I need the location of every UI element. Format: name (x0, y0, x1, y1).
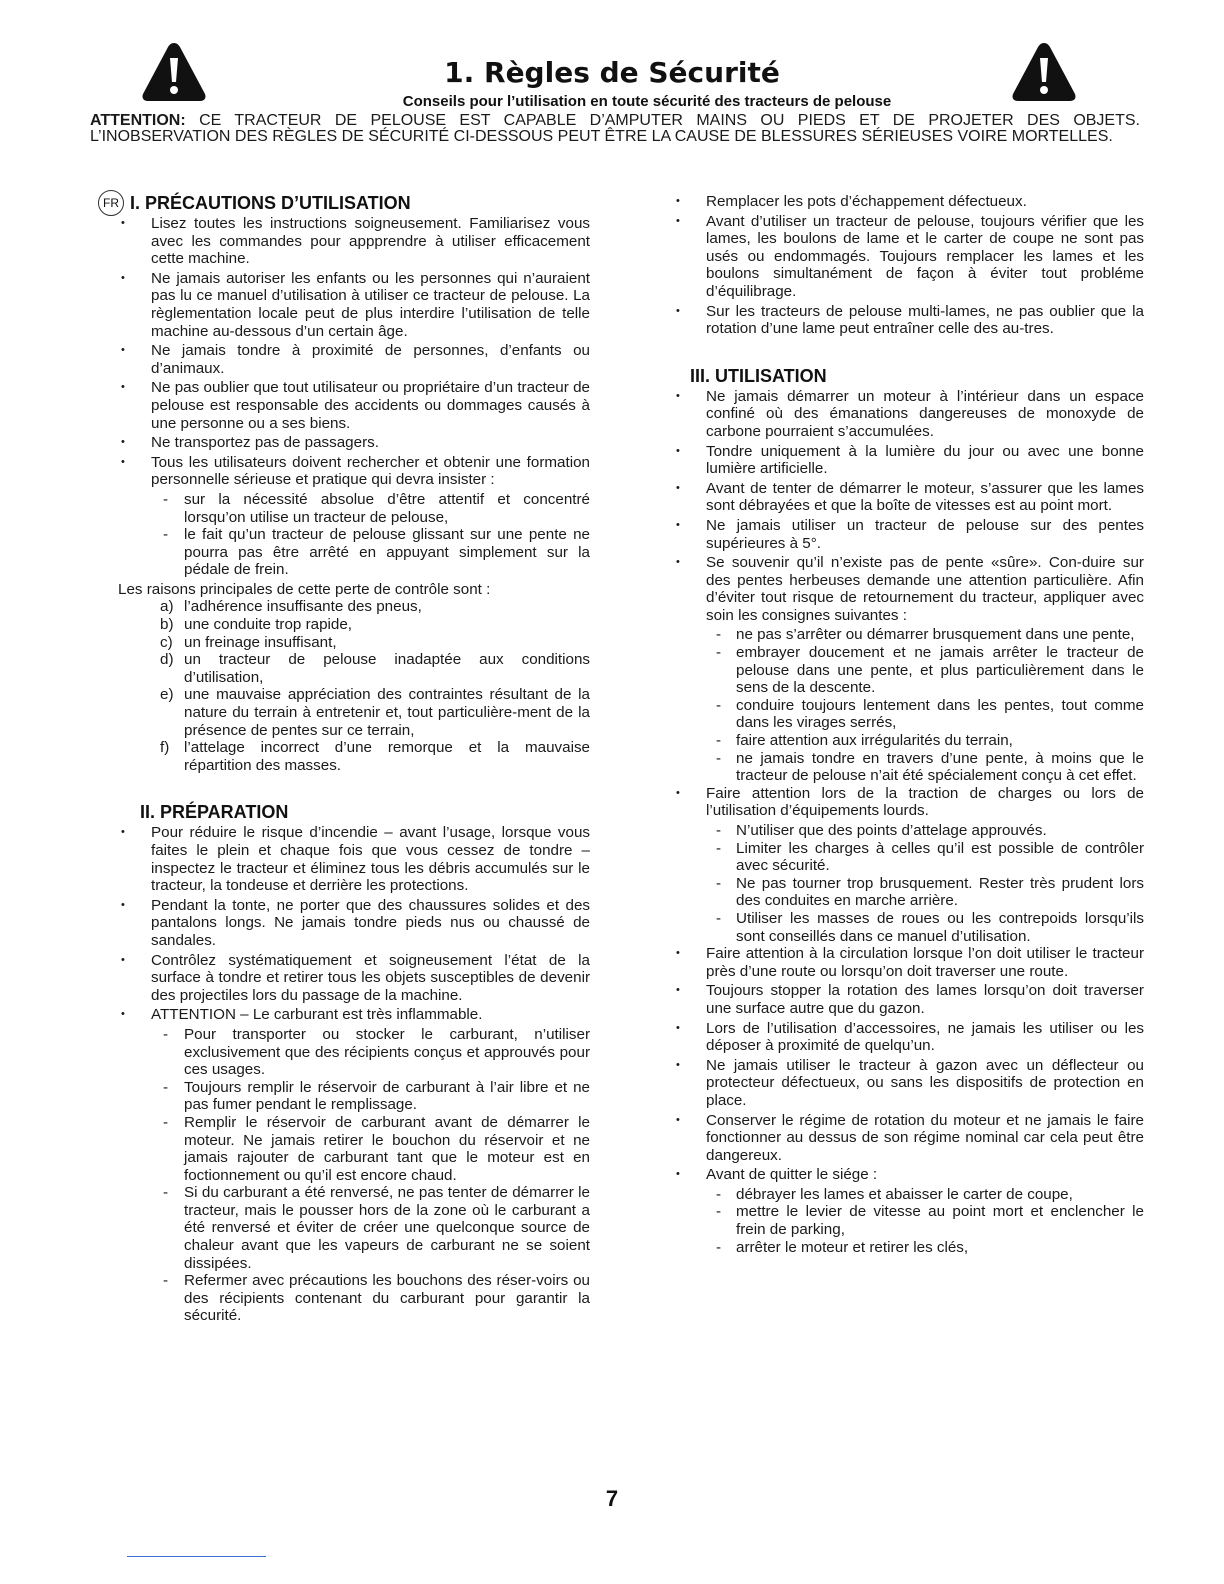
reason-item (118, 616, 590, 634)
dash-list (676, 626, 1144, 784)
reason-item (118, 739, 590, 774)
reasons-intro: Les raisons principales de cette perte de contrôle sont : (118, 580, 491, 598)
section-heading-text: I. PRÉCAUTIONS D’UTILISATION (130, 193, 411, 213)
language-badge: FR (98, 190, 124, 216)
reason-item (118, 686, 590, 739)
footer-rule (127, 1556, 266, 1557)
list-item: • Pour réduire le risque d’incendie – avant l’usage, lorsque vous faites le plein et chaque fois que vous cessez de tondre – inspectez le tracteur et éliminez tous les débris accumulés sur le tracteur, la tondeuse et derrière les protections. (118, 824, 590, 894)
attention-text: CE TRACTEUR DE PELOUSE EST CAPABLE D’AMPUTER MAINS OU PIEDS ET DE PROJETER DES OBJETS. L’INOBSERVATION DES RÈGLES DE SÉCURITÉ CI-DESSOUS PEUT ÊTRE LA CAUSE DE BLESSURES SÉRIEUSES VOIRE MORTELLES. (90, 112, 1140, 145)
list-item: • Faire attention à la circulation lorsque l’on doit utiliser le tracteur près d’une route ou lorsqu’on doit traverser une route. (676, 945, 1144, 980)
list-item: • Ne jamais utiliser le tracteur à gazon avec un déflecteur ou protecteur défectueux, ou sans les dispositifs de protection en place. (676, 1057, 1144, 1110)
attention-notice (90, 113, 1140, 145)
list-item: • Ne jamais démarrer un moteur à l’intérieur dans un espace confiné où des émanations dangereuses de monoxyde de carbone pourraient s’accumulées. (676, 388, 1144, 441)
reason-text: une mauvaise appréciation des contraintes résultant de la nature du terrain à entretenir et, tout particulière-ment de la présence de pentes sur ce terrain, (184, 686, 590, 739)
reason-letter: c) (160, 633, 173, 651)
sub-list-item: - faire attention aux irrégularités du terrain, (676, 732, 1144, 750)
reason-item (118, 634, 590, 652)
list-item: • Se souvenir qu’il n’existe pas de pente «sûre». Con-duire sur des pentes herbeuses demande une attention particulière. Afin d’éviter tout risque de retournement du tracteur, appliquer avec soin les consignes suivantes : (676, 554, 1144, 624)
list-item: • Sur les tracteurs de pelouse multi-lames, ne pas oublier que la rotation d’une lame peut entraîner celle des au-tres. (676, 303, 1144, 338)
bullet-list (676, 388, 1144, 625)
list-item: • Ne jamais autoriser les enfants ou les personnes qui n’auraient pas lu ce manuel d’utilisation à utiliser ce tracteur de pelouse. La règlementation locale peut de plus interdire l’utilisation de telle machine au-dessous d’un certain âge. (118, 270, 590, 340)
sub-list-item: - Refermer avec précautions les bouchons des réser-voirs ou des récipients contenant du carburant pour garantir la sécurité. (118, 1272, 590, 1325)
sub-list-item: - sur la nécessité absolue d’être attentif et concentré lorsqu’on utilise un tracteur de pelouse, (118, 491, 590, 526)
reason-text: l’attelage incorrect d’une remorque et la mauvaise répartition des masses. (184, 739, 590, 774)
section-heading (103, 193, 590, 213)
sub-list-item: - ne pas s’arrêter ou démarrer brusquement dans une pente, (676, 626, 1144, 644)
reason-letter: b) (160, 616, 174, 634)
sub-list-item: - le fait qu’un tracteur de pelouse glissant sur une pente ne pourra pas être arrêté en appuyant simplement sur la pédale de frein. (118, 526, 590, 579)
list-item: • Toujours stopper la rotation des lames lorsqu’on doit traverser une surface autre que du gazon. (676, 982, 1144, 1017)
sub-list-item: - débrayer les lames et abaisser le carter de coupe, (676, 1186, 1144, 1204)
bullet-list (676, 193, 1144, 338)
list-item: • Avant de tenter de démarrer le moteur, s’assurer que les lames sont débrayées et que la boîte de vitesses est au point mort. (676, 480, 1144, 515)
list-item: • Faire attention lors de la traction de charges ou lors de l’utilisation d’équipements lourds. (676, 785, 1144, 820)
reason-text: une conduite trop rapide, (184, 616, 353, 634)
sub-list-item: - Toujours remplir le réservoir de carburant à l’air libre et ne pas fumer pendant le remplissage. (118, 1079, 590, 1114)
attention-label: ATTENTION: (90, 112, 186, 129)
list-item: • Ne jamais utiliser un tracteur de pelouse sur des pentes supérieures à 5°. (676, 517, 1144, 552)
list-item: • Pendant la tonte, ne porter que des chaussures solides et des pantalons longs. Ne jamais tondre pieds nus ou chaussé de sandales. (118, 897, 590, 950)
reason-item (118, 598, 590, 616)
sub-list-item: - Pour transporter ou stocker le carburant, n’utiliser exclusivement que des récipients conçus et approuvés pour ces usages. (118, 1026, 590, 1079)
sub-list-item: - Ne pas tourner trop brusquement. Rester très prudent lors des conduites en marche arrière. (676, 875, 1144, 910)
list-item: • Avant de quitter le siége : (676, 1166, 1144, 1184)
reason-item (118, 651, 590, 686)
reason-letter: e) (160, 686, 174, 704)
page-number: 7 (605, 1486, 619, 1511)
reason-text: un freinage insuffisant, (184, 633, 337, 651)
list-item: • ATTENTION – Le carburant est très inflammable. (118, 1006, 590, 1024)
bullet-list (118, 824, 590, 1024)
sub-list-item: - Remplir le réservoir de carburant avant de démarrer le moteur. Ne jamais retirer le bouchon du réservoir et ne jamais rajouter de carburant tant que le moteur est en foctionnement ou qu’il est encore chaud. (118, 1114, 590, 1184)
dash-list (118, 491, 590, 579)
list-item: • Avant d’utiliser un tracteur de pelouse, toujours vérifier que les lames, les boulons de lame et le carter de coupe ne sont pas usés ou endommagés. Toujours remplacer les lames et les boulons simultanément de façon à éviter tout probléme d’équilibrage. (676, 213, 1144, 301)
list-item: • Tous les utilisateurs doivent rechercher et obtenir une formation personnelle sérieuse et pratique qui devra insister : (118, 454, 590, 489)
sub-list-item: - Limiter les charges à celles qu’il est possible de contrôler avec sécurité. (676, 840, 1144, 875)
dash-list (118, 1026, 590, 1325)
reason-letter: a) (160, 598, 174, 616)
dash-list (676, 822, 1144, 945)
reason-letter: d) (160, 651, 174, 669)
list-item: • Lors de l’utilisation d’accessoires, ne jamais les utiliser ou les déposer à proximité de quelqu’un. (676, 1020, 1144, 1055)
bullet-list (676, 945, 1144, 1184)
reason-letter: f) (160, 739, 170, 757)
sub-list-item: - conduire toujours lentement dans les pentes, tout comme dans les virages serrés, (676, 697, 1144, 732)
list-item: • Ne pas oublier que tout utilisateur ou propriétaire d’un tracteur de pelouse est responsable des accidents ou dommages causés à une personne ou a ses biens. (118, 379, 590, 432)
reason-text: un tracteur de pelouse inadaptée aux conditions d’utilisation, (184, 651, 590, 686)
sub-list-item: - arrêter le moteur et retirer les clés, (676, 1239, 1144, 1257)
list-item: • Ne jamais tondre à proximité de personnes, d’enfants ou d’animaux. (118, 342, 590, 377)
list-item: • Conserver le régime de rotation du moteur et ne jamais le faire fonctionner au dessus de son régime nominal car cela peut être dangereux. (676, 1112, 1144, 1165)
left-column (103, 193, 590, 1325)
reasons-list (118, 598, 590, 774)
page-title: 1. Règles de Sécurité (444, 56, 780, 89)
page-subtitle: Conseils pour l’utilisation en toute sécurité des tracteurs de pelouse (402, 93, 892, 110)
list-item: • Remplacer les pots d’échappement défectueux. (676, 193, 1144, 211)
reason-text: l’adhérence insuffisante des pneus, (184, 598, 422, 616)
bullet-list (118, 215, 590, 489)
bullet-list (676, 785, 1144, 820)
list-item: • Contrôlez systématiquement et soigneusement l’état de la surface à tondre et retirer tous les objets susceptibles de devenir des projectiles lors du passage de la machine. (118, 952, 590, 1005)
list-item: • Tondre uniquement à la lumière du jour ou avec une bonne lumière artificielle. (676, 443, 1144, 478)
sub-list-item: - ne jamais tondre en travers d’une pente, à moins que le tracteur de pelouse n’ait été spécialement conçu à cet effet. (676, 750, 1144, 785)
dash-list (676, 1186, 1144, 1256)
right-column (676, 193, 1144, 1256)
list-item: • Lisez toutes les instructions soigneusement. Familiarisez vous avec les commandes pour appprendre à utiliser efficacement cette machine. (118, 215, 590, 268)
sub-list-item: - Utiliser les masses de roues ou les contrepoids lorsqu’ils sont conseillés dans ce manuel d’utilisation. (676, 910, 1144, 945)
section-heading: III. UTILISATION (690, 365, 827, 386)
sub-list-item: - embrayer doucement et ne jamais arrêter le tracteur de pelouse dans une pente, et plus particulièrement dans le sens de la descente. (676, 644, 1144, 697)
list-item: • Ne transportez pas de passagers. (118, 434, 590, 452)
section-heading: II. PRÉPARATION (140, 802, 289, 823)
sub-list-item: - Si du carburant a été renversé, ne pas tenter de démarrer le tracteur, mais le pousser hors de la zone où le carburant a été renversé et éviter de créer une quelconque source de chaleur avant que les vapeurs de carburant ne se soient dissipées. (118, 1184, 590, 1272)
sub-list-item: - N’utiliser que des points d’attelage approuvés. (676, 822, 1144, 840)
sub-list-item: - mettre le levier de vitesse au point mort et enclencher le frein de parking, (676, 1203, 1144, 1238)
